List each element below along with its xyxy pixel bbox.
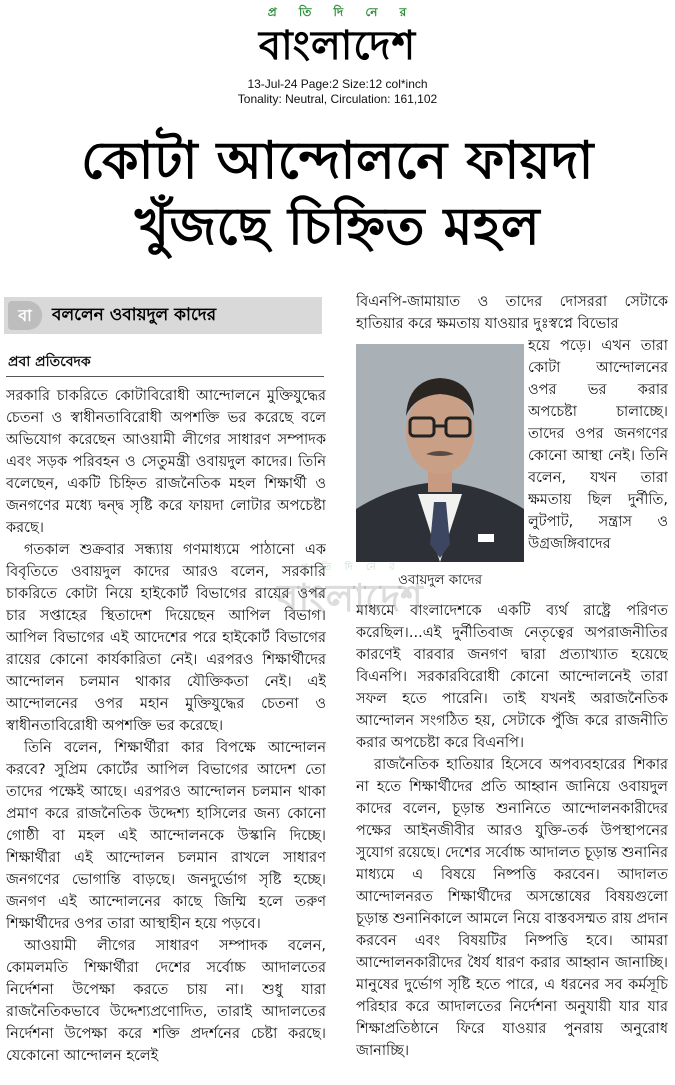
paragraph: মাধ্যমে বাংলাদেশকে একটি ব্যর্থ রাষ্ট্রে পরিণত করেছিল।...এই দুর্নীতিবাজ নেতৃত্বের অপরাজনীতির কারণেই বারবার জনগণ দ্বারা প্রত্যাখ্যাত হয়েছে বিএনপি। সরকারবিরোধী কোনো আন্দোলনেই তারা সফল হতে পারেনি। তাই যখনই অরাজনৈতিক আন্দোলন সংগঠিত হয়, সেটাকে পুঁজি করে রাজনীতি করার অপচেষ্টা করে বিএনপি। — [356, 603, 668, 751]
kicker-badge-icon: বা — [8, 301, 42, 330]
masthead — [0, 4, 675, 68]
clipping-meta — [0, 77, 675, 107]
paragraph: হয়ে পড়ে। এখন তারা কোটা আন্দোলনের ওপর ভর করার অপচেষ্টা চালাচ্ছে। তাদের ওপর জনগণের কোনো আস্থা নেই। তিনি বলেন, যখন তারা ক্ষমতায় ছিল দুর্নীতি, লুটপাট, সন্ত্রাস ও উগ্রজঙ্গিবাদের — [528, 338, 668, 552]
byline: প্রবা প্রতিবেদক — [8, 354, 91, 370]
article-column-right-top — [356, 291, 668, 335]
clipping-meta-tonality: Tonality: Neutral, Circulation: 161,102 — [237, 92, 438, 106]
paragraph: বিএনপি-জামায়াত ও তাদের দোসররা সেটাকে হাতিয়ার করে ক্ষমতায় যাওয়ার দুঃস্বপ্নে বিভোর — [356, 294, 668, 332]
paragraph: গতকাল শুক্রবার সন্ধ্যায় গণমাধ্যমে পাঠানো এক বিবৃতিতে ওবায়দুল কাদের আরও বলেন, সরকারি চাকরিতে কোটা নিয়ে হাইকোর্ট বিভাগের রায়ের ওপর চার সপ্তাহের স্থিতাদেশ দিয়েছেন আপিল বিভাগ। আপিল বিভাগের এই আদেশের পরে হাইকোর্ট বিভাগের রায়ের কোনো কার্যকারিতা নেই। এরপরও শিক্ষার্থীদের আন্দোলন চলমান থাকার যৌক্তিকতা নেই। এই আন্দোলনের ওপর মহান মুক্তিযুদ্ধের চেতনা ও স্বাধীনতাবিরোধী অপশক্তি ভর করেছে। — [6, 542, 326, 734]
watermark-tagline: প্র তি দি নে র — [300, 562, 400, 573]
byline-divider — [6, 376, 324, 377]
article-column-right-bottom — [356, 600, 668, 1082]
masthead-tagline: প্র তি দি নে র — [267, 5, 416, 19]
article-column-left — [6, 385, 326, 1081]
kicker-text: বললেন ওবায়দুল কাদের — [52, 305, 217, 325]
headline-line-2: খুঁজছে চিহ্নিত মহল — [134, 197, 541, 257]
paragraph: তিনি বলেন, শিক্ষার্থীরা কার বিপক্ষে আন্দোলন করবে? সুপ্রিম কোর্টের আপিল বিভাগের আদেশ তো তাদের পক্ষেই আছে। এরপরও আন্দোলন চলমান থাকা প্রমাণ করে রাজনৈতিক উদ্দেশ্য হাসিলের জন্য কোনো গোষ্ঠী বা মহল এই আন্দোলনকে উস্কানি দিচ্ছে। শিক্ষার্থীরা এই আন্দোলন চলমান রাখলে সাধারণ জনগণের ভোগান্তি বাড়ছে। জনদুর্ভোগ সৃষ্টি হচ্ছে। জনগণ এই আন্দোলনের কাছে জিম্মি হলে তরুণ শিক্ষার্থীদের ওপর তারা আস্থাহীন হয়ে পড়বে। — [6, 740, 326, 932]
clipping-meta-date-page: 13-Jul-24 Page:2 Size:12 col*inch — [247, 77, 428, 91]
paragraph: আওয়ামী লীগের সাধারণ সম্পাদক বলেন, কোমলমতি শিক্ষার্থীরা দেশের সর্বোচ্চ আদালতের নির্দেশনা উপেক্ষা করতে চায় না। শুধু যারা রাজনৈতিকভাবে উদ্দেশ্যপ্রণোদিত, তারাই আদালতের নির্দেশনা উপেক্ষা করে শক্তি প্রদর্শনের চেষ্টা করছে। যেকোনো আন্দোলন হলেই — [6, 938, 326, 1064]
watermark-name: বাংলাদেশ — [277, 576, 423, 620]
paragraph: রাজনৈতিক হাতিয়ার হিসেবে অপব্যবহারের শিকার না হতে শিক্ষার্থীদের প্রতি আহ্বান জানিয়ে ওবায়দুল কাদের বলেন, চূড়ান্ত শুনানিতে আন্দোলনকারীদের পক্ষের আইনজীবীর আরও যুক্তি-তর্ক উপস্থাপনের সুযোগ রয়েছে। দেশের সর্বোচ্চ আদালত চূড়ান্ত শুনানির মাধ্যমে এ বিষয়ে নিষ্পত্তি করবেন। আদালত আন্দোলনরত শিক্ষার্থীদের অসন্তোষের বিষয়গুলো চূড়ান্ত শুনানিকালে আমলে নিয়ে বাস্তবসম্মত রায় প্রদান করবেন এবং বিষয়টির নিষ্পত্তি হবে। আমরা আন্দোলনকারীদের ধৈর্য ধারণ করার আহ্বান জানাচ্ছি। মানুষের দুর্ভোগ সৃষ্টি হতে পারে, এ ধরনের সব কর্মসূচি পরিহার করে আদালতের নির্দেশনা অনুযায়ী যার যার শিক্ষাপ্রতিষ্ঠানে ফিরে যাওয়ার পুনরায় অনুরোধ জানাচ্ছি। — [356, 757, 668, 1059]
kicker-bar — [4, 297, 322, 334]
portrait-photo — [356, 344, 524, 562]
headline-line-1: কোটা আন্দোলনে ফায়দা — [81, 131, 594, 191]
headline — [20, 128, 655, 260]
portrait-illustration — [356, 344, 524, 562]
article-column-narrow — [528, 335, 668, 600]
masthead-name: বাংলাদেশ — [258, 23, 417, 69]
paragraph: সরকারি চাকরিতে কোটাবিরোধী আন্দোলনে মুক্তিযুদ্ধের চেতনা ও স্বাধীনতাবিরোধী অপশক্তি ভর করেছে বলে অভিযোগ করেছেন আওয়ামী লীগের সাধারণ সম্পাদক এবং সড়ক পরিবহন ও সেতুমন্ত্রী ওবায়দুল কাদের। তিনি বলেছেন, একটি চিহ্নিত রাজনৈতিক মহল শিক্ষার্থী ও জনগণের মধ্যে দ্বন্দ্ব সৃষ্টি করে ফায়দা লোটার অপচেষ্টা করছে। — [6, 388, 326, 536]
photo-caption: ওবায়দুল কাদের — [397, 572, 483, 588]
